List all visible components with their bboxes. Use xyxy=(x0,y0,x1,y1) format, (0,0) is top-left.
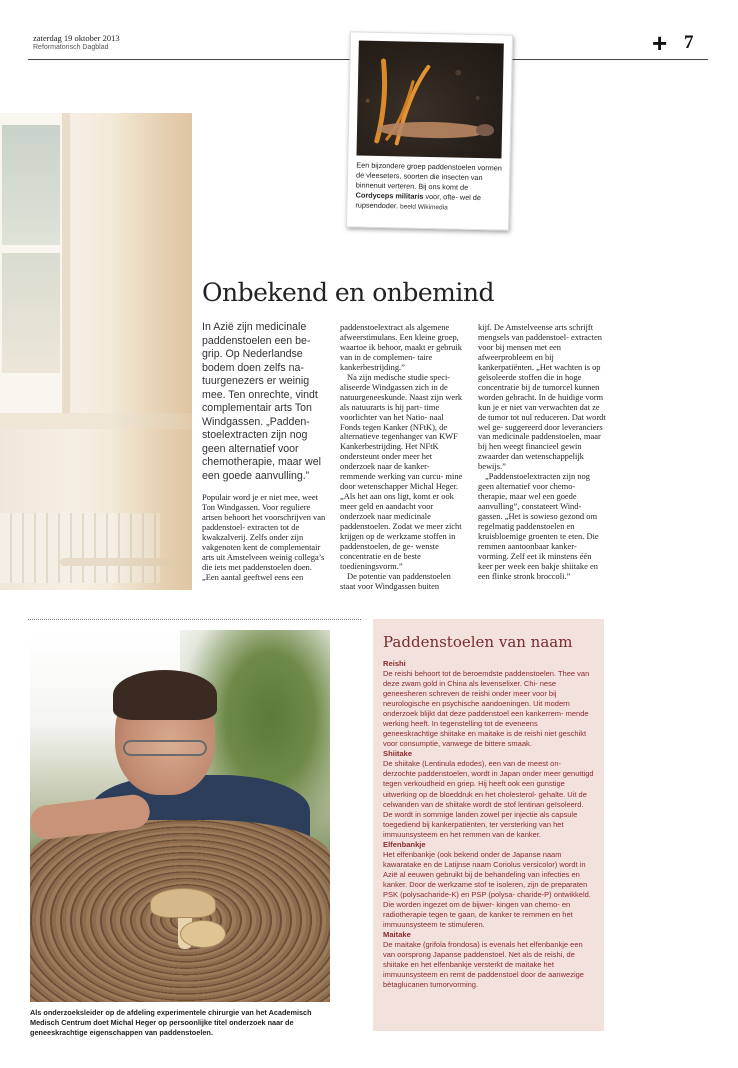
sidebar-item-heading: Maitake xyxy=(383,930,411,940)
sidebar-item-maitake xyxy=(383,930,594,990)
polaroid-caption: Een bijzondere groep paddenstoelen vormen de vleeseters, soorten die insecten van binnenuit verteren. Bij ons komt de Cordyceps militaris voor, ofte- wel de rupsendoder. beeld Wikimedia xyxy=(355,160,502,212)
portrait-photo xyxy=(30,630,330,1002)
sidebar-item-heading: Shiitake xyxy=(383,749,413,759)
sidebar-box xyxy=(373,619,604,1031)
newspaper-name: Reformatorisch Dagblad xyxy=(33,44,109,51)
sidebar-item-heading: Elfenbankje xyxy=(383,839,426,849)
sidebar-item-shiitake xyxy=(383,749,594,839)
window-frame xyxy=(0,113,70,413)
sidebar-item-heading: Reishi xyxy=(383,659,406,668)
sidebar-item-text: De reishi behoort tot de beroemdste paddenstoelen. Thee van deze zwam gold in China als levenselixer. Chi- nese geneesheren schreven de reishi onder meer voor bij neurologische en psychische aandoeningen. Uit modern onderzoek blijkt dat deze paddenstoel een kankerrem- mende werking heeft. In tegenstelling tot de eveneens geneeskrachtige shiitake en maitake is de reishi niet geschikt voor consumptie, vanwege de bittere smaak. xyxy=(383,669,590,749)
paragraph: „Paddenstoelextracten zijn nog geen alternatief voor chemo- therapie, maar wel een goede aanvulling”, constateert Wind- gassen. „Het is sowieso gezond om regelmatig paddenstoelen en kruisbloemige groenten te eten. Die remmen aantoonbaar kanker- vorming. Zelf eet ik minstens één keer per week een bakje shiitake en een flinke stronk broccoli.” xyxy=(478,471,599,581)
sidebar-item-text: De maitake (grifola frondosa) is evenals het elfenbankje een van oorsprong Japanse paddenstoel. Net als de reishi, de shiitake en het elfenbankje versterkt de maitake het immuunsysteem en remt de paddenstoel door de aanwezige bètaglucanen tumorvorming. xyxy=(383,940,584,990)
plus-logo: + xyxy=(652,28,668,58)
sidebar-item-text: De shiitake (Lentinula edodes), een van de meest on- derzochte paddenstoelen, wordt in Japan onder meer genuttigd tegen verkoudheid en griep. Hij heeft ook een gunstige uitwerking op de bloeddruk en het cholesterol- gehalte. Uit de celwanden van de shiitake wordt de stof lentinan geïsoleerd. De wordt in sommige landen zowel per injectie als capsule toegediend bij kankerpatiënten, ter versterking van het immuunsysteem en het remmen van de kanker. xyxy=(383,759,594,839)
paragraph: paddenstoelextract als algemene afweerstimulans. Een kleine groep, waartoe ik behoor, maakt er gebruik van in de complemen- taire kankerbestrijding.” xyxy=(340,322,462,372)
article-column-3 xyxy=(478,323,606,582)
page-number: 7 xyxy=(684,32,694,53)
paragraph: De potentie van paddenstoelen staat voor Windgassen buiten xyxy=(340,570,451,591)
window-pane-top xyxy=(2,125,60,245)
sidebar-item-text: Het elfenbankje (ook bekend onder de Japanse naam kawaratake en de Latijnse naam Coriolus versicolor) wordt in Azië al eeuwen gebruikt bij de behandeling van infecties en kanker. Door de werkzame stof te isoleren, zijn de preparaten PSK (polysacharide-K) en PSP (polysa- charide-P) ontwikkeld. Die worden ingezet om de bijwer- kingen van chemo- en radiotherapie tegen te gaan, de kanker te remmen en het immuunsysteem te stimuleren. xyxy=(383,849,591,930)
hair xyxy=(113,670,217,720)
mushroom-cap xyxy=(150,888,216,918)
paragraph: Na zijn medische studie speci- aliseerde Windgassen zich in de natuurgeneeskunde. Naast zijn werk als natuurarts is hij part- time voorlichter van het Natio- naal Fonds tegen Kanker (NFtK), de alternatieve tegenhanger van KWF Kankerbestrijding. Het NFtK ondersteunt onder meer het onderzoek naar de kanker- remmende werking van curcu- mine door wetenschapper Michal Heger. „Als het aan ons ligt, komt er ook meer geld en aandacht voor onderzoek naar medicinale paddenstoelen. Zodat we meer zicht krijgen op de werkzame stoffen in paddenstoelen, de ge- wenste concentratie en de beste toedieningsvorm.” xyxy=(340,371,463,571)
article-intro: In Azië zijn medicinale paddenstoelen een be- grip. Op Nederlandse bodem doen zelfs na- tuurgenezers er weinig mee. Ten onrechte, vindt complementair arts Ton Windgassen. „Padden- stoelextracten zijn nog geen alternatief voor chemotherapie, maar wel een goede aanvulling.” xyxy=(202,321,321,482)
wall-shade xyxy=(110,113,192,590)
photo-credit: beeld Wikimedia xyxy=(399,203,448,212)
sidebar-item-elfenbankje xyxy=(383,840,594,930)
date-label: zaterdag 19 oktober 2013 xyxy=(33,33,120,43)
article-column-1 xyxy=(202,493,327,583)
portrait-caption: Als onderzoeksleider op de afdeling experimentele chirurgie van het Academisch Medisch Centrum doet Michal Heger op persoonlijke titel onderzoek naar de geneeskrachtige eigenschappen van paddenstoelen. xyxy=(30,1008,312,1037)
cordyceps-illustration xyxy=(356,41,503,159)
sidebar-item-reishi xyxy=(383,659,594,749)
paragraph: kijf. De Amstelveense arts schrijft mengsels van paddenstoel- extracten voor bij mensen met een afweerprobleem en bij kankerpatiënten. „Het wachten is op geïsoleerde stoffen die in hoge concentratie bij de tumorcel kunnen worden gebracht. In de huidige vorm kun je er niet van verwachten dat ze de tumor tot nul reduceren. Dat wordt wel ge- suggereerd door leveranciers van medicinale paddenstoelen, maar bij hen weegt financieel gewin zwaarder dan wetenschappelijk bewijs.” xyxy=(478,322,606,472)
paragraph: Populair word je er niet mee, weet Ton Windgassen. Voor reguliere artsen behoort het voorschrijven van paddenstoel- extracten tot de kwakzalverij. Zelfs onder zijn vakgenoten kent de complementair arts uit Amstelveen weinig collega’s die iets met paddenstoelen doen. „Een aantal geeftwel eens een xyxy=(202,492,326,582)
glasses xyxy=(123,740,207,756)
cordyceps-photo xyxy=(356,41,503,159)
window-photo xyxy=(0,113,192,590)
sidebar-title: Paddenstoelen van naam xyxy=(383,633,573,651)
section-divider xyxy=(28,619,361,620)
article-headline: Onbekend en onbemind xyxy=(202,278,494,307)
article-column-2 xyxy=(340,323,465,592)
mushroom-cap-lower xyxy=(180,920,226,948)
window-pane-bottom xyxy=(2,253,60,373)
polaroid-photo-card xyxy=(346,31,513,230)
